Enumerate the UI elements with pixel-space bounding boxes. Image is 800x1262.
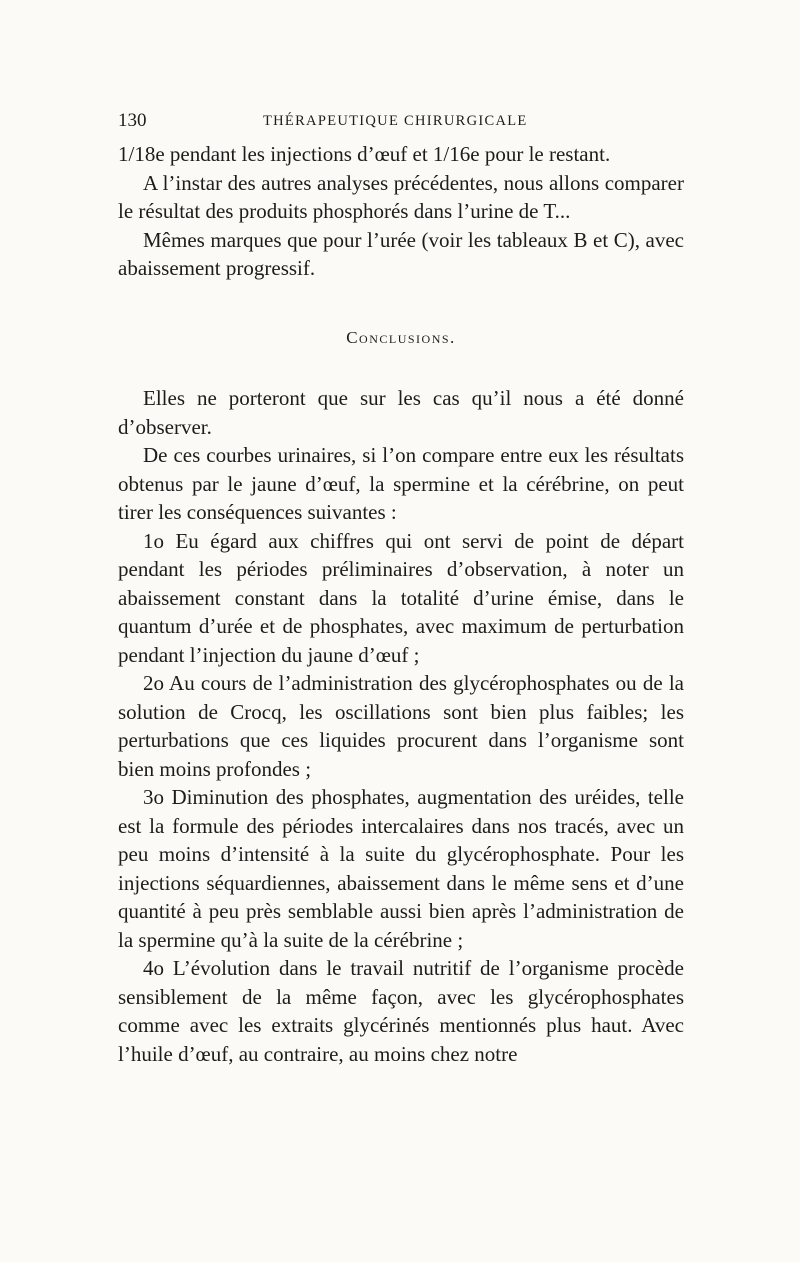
section-heading: Conclusions. [346, 327, 456, 347]
running-title: THÉRAPEUTIQUE CHIRURGICALE [263, 113, 528, 129]
paragraph: A l’instar des autres analyses précédentes, nous allons comparer le résultat des produits phosphorés dans l’urine de T... [118, 170, 684, 223]
paragraph: 1o Eu égard aux chiffres qui ont servi de point de départ pendant les périodes préliminaires d’observation, à noter un abaissement constant dans la totalité d’urine émise, dans le quantum d’urée et de phosphates, avec maximum de perturbation pendant l’injection du jaune d’œuf ; [118, 528, 684, 667]
body-text [118, 140, 684, 1068]
running-head [118, 110, 684, 140]
paragraph: De ces courbes urinaires, si l’on compare entre eux les résultats obtenus par le jaune d’œuf, la spermine et la cérébrine, on peut tirer les conséquences suivantes : [118, 443, 684, 524]
paragraph: 2o Au cours de l’administration des glycérophosphates ou de la solution de Crocq, les oscillations sont bien plus faibles; les perturbations que ces liquides procurent dans l’organisme sont bien moins profondes ; [118, 671, 684, 781]
paragraph: 4o L’évolution dans le travail nutritif de l’organisme procède sensiblement de la même façon, avec les glycérophosphates comme avec les extraits glycérinés mentionnés plus haut. Avec l’huile d’œuf, au contraire, au moins chez notre [118, 956, 684, 1066]
book-page [118, 110, 684, 1068]
paragraph: 1/18e pendant les injections d’œuf et 1/16e pour le restant. [118, 142, 611, 166]
paragraph: Mêmes marques que pour l’urée (voir les tableaux B et C), avec abaissement progressif. [118, 227, 684, 280]
page-number: 130 [118, 110, 147, 131]
paragraph: 3o Diminution des phosphates, augmentation des uréides, telle est la formule des périodes intercalaires dans nos tracés, avec un peu moins d’intensité à la suite du glycérophosphate. Pour les injections séquardiennes, abaissement dans le même sens et d’une quantité à peu près semblable aussi bien après l’administration de la spermine qu’à la suite de la cérébrine ; [118, 785, 684, 952]
paragraph: Elles ne porteront que sur les cas qu’il nous a été donné d’observer. [118, 386, 684, 439]
